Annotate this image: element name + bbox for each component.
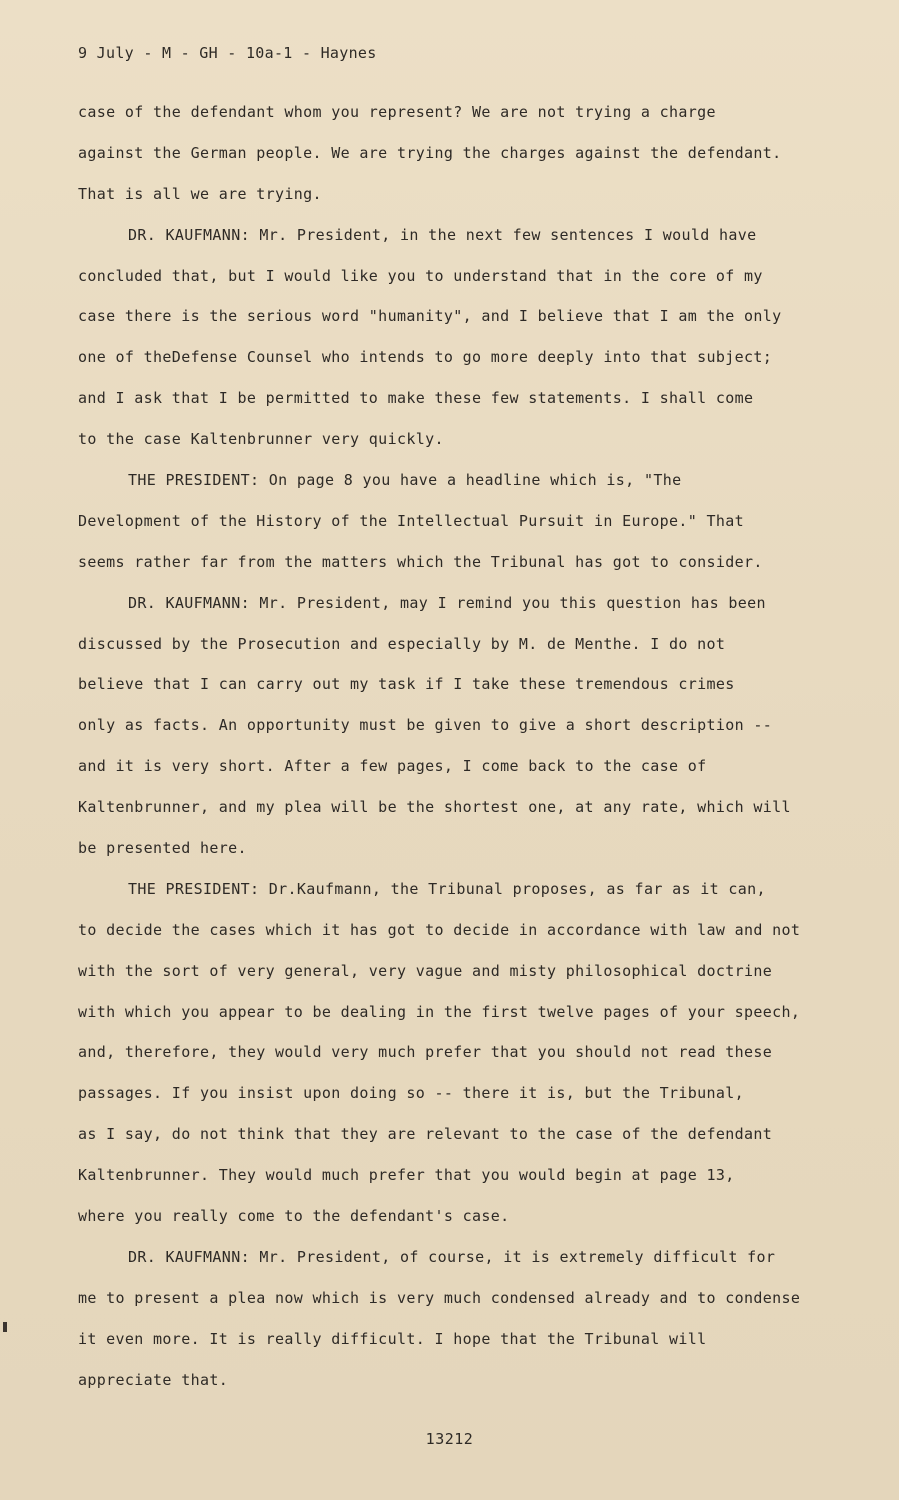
- speaker-line: DR. KAUFMANN: Mr. President, may I remind you this question has been: [128, 593, 766, 612]
- transcript-body: [78, 98, 838, 1407]
- text-line: appreciate that.: [78, 1370, 229, 1389]
- speaker-line: DR. KAUFMANN: Mr. President, of course, it is extremely difficult for: [128, 1247, 776, 1266]
- text-line: as I say, do not think that they are relevant to the case of the defendant: [78, 1125, 773, 1144]
- speaker-line: THE PRESIDENT: On page 8 you have a headline which is, "The: [128, 471, 682, 490]
- text-line: That is all we are trying.: [78, 184, 322, 203]
- text-line: seems rather far from the matters which the Tribunal has got to consider.: [78, 552, 763, 571]
- text-line: with which you appear to be dealing in the first twelve pages of your speech,: [78, 1002, 801, 1021]
- text-line: be presented here.: [78, 839, 247, 858]
- page-number: 13212: [425, 1430, 474, 1448]
- text-line: to the case Kaltenbrunner very quickly.: [78, 430, 444, 449]
- text-line: against the German people. We are trying the charges against the defendant.: [78, 143, 782, 162]
- text-line: and it is very short. After a few pages, I come back to the case of: [78, 757, 707, 776]
- text-line: and, therefore, they would very much prefer that you should not read these: [78, 1043, 773, 1062]
- text-line: only as facts. An opportunity must be given to give a short description --: [78, 716, 773, 735]
- text-line: passages. If you insist upon doing so -- there it is, but the Tribunal,: [78, 1084, 745, 1103]
- text-line: with the sort of very general, very vague and misty philosophical doctrine: [78, 961, 773, 980]
- text-line: Kaltenbrunner. They would much prefer that you would begin at page 13,: [78, 1166, 735, 1185]
- text-line: case there is the serious word "humanity", and I believe that I am the only: [78, 307, 782, 326]
- text-line: believe that I can carry out my task if I take these tremendous crimes: [78, 675, 735, 694]
- text-line: and I ask that I be permitted to make these few statements. I shall come: [78, 389, 754, 408]
- text-line: Development of the History of the Intellectual Pursuit in Europe." That: [78, 511, 745, 530]
- text-line: case of the defendant whom you represent? We are not trying a charge: [78, 103, 716, 121]
- margin-mark: [3, 1322, 7, 1332]
- text-line: Kaltenbrunner, and my plea will be the shortest one, at any rate, which will: [78, 798, 791, 817]
- text-line: to decide the cases which it has got to decide in accordance with law and not: [78, 920, 801, 939]
- text-line: concluded that, but I would like you to understand that in the core of my: [78, 266, 763, 285]
- text-line: discussed by the Prosecution and especially by M. de Menthe. I do not: [78, 634, 726, 653]
- text-line: where you really come to the defendant's case.: [78, 1207, 510, 1226]
- page-header: 9 July - M - GH - 10a-1 - Haynes: [78, 44, 377, 62]
- text-line: me to present a plea now which is very much condensed already and to condense: [78, 1288, 801, 1307]
- speaker-line: DR. KAUFMANN: Mr. President, in the next few sentences I would have: [128, 225, 757, 244]
- text-line: it even more. It is really difficult. I hope that the Tribunal will: [78, 1329, 707, 1348]
- text-line: one of theDefense Counsel who intends to go more deeply into that subject;: [78, 348, 773, 367]
- speaker-line: THE PRESIDENT: Dr.Kaufmann, the Tribunal proposes, as far as it can,: [128, 879, 766, 898]
